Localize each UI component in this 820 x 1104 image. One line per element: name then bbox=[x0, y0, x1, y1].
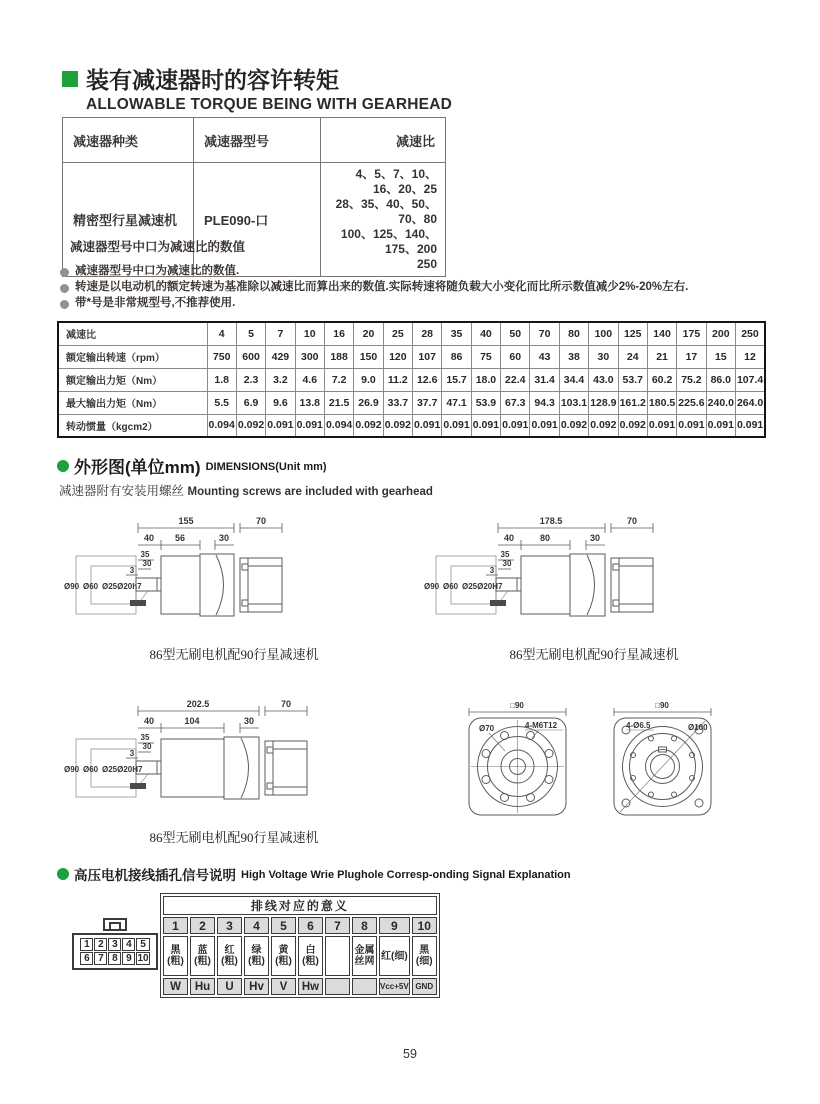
spec-value-cell: 0.091 bbox=[295, 414, 324, 437]
spec-value-cell: 12.6 bbox=[413, 368, 442, 391]
motor-curve bbox=[587, 555, 595, 615]
spec-value-cell: 15.7 bbox=[442, 368, 471, 391]
pin-number-cell: 1 bbox=[163, 917, 188, 934]
dim-3: 3 bbox=[129, 566, 135, 575]
spec-value-cell: 35 bbox=[442, 322, 471, 345]
dia-outer-label: Ø90 bbox=[424, 582, 440, 591]
signal-cell: Vcc+5V bbox=[379, 978, 410, 995]
spec-value-cell: 0.091 bbox=[530, 414, 559, 437]
connector-pin: 8 bbox=[108, 952, 121, 965]
spec-value-cell: 200 bbox=[706, 322, 735, 345]
spec-value-cell: 31.4 bbox=[530, 368, 559, 391]
connector-pin: 10 bbox=[137, 953, 149, 964]
dia-outer-label: Ø90 bbox=[64, 765, 80, 774]
spec-value-cell: 128.9 bbox=[589, 391, 618, 414]
ratio-line: 28、35、40、50、70、80 bbox=[335, 197, 437, 226]
connector-pin: 4 bbox=[122, 938, 135, 951]
spec-value-cell: 0.091 bbox=[471, 414, 500, 437]
dia-mid-label: Ø60 bbox=[443, 582, 459, 591]
spec-value-cell: 0.094 bbox=[324, 414, 353, 437]
wire-color-cell bbox=[325, 936, 350, 976]
dia-shaft-label: Ø25Ø20H7 bbox=[102, 765, 143, 774]
signal-cell bbox=[352, 978, 377, 995]
spec-value-cell: 43 bbox=[530, 345, 559, 368]
spec-value-cell: 0.092 bbox=[618, 414, 647, 437]
wire-color-cell: 红(粗) bbox=[217, 936, 242, 976]
spec-value-cell: 34.4 bbox=[559, 368, 588, 391]
pin-number-cell: 3 bbox=[217, 917, 242, 934]
spec-value-cell: 15 bbox=[706, 345, 735, 368]
spec-value-cell: 86 bbox=[442, 345, 471, 368]
note-item bbox=[60, 281, 770, 294]
spec-value-cell: 0.092 bbox=[236, 414, 265, 437]
green-bullet-icon bbox=[57, 460, 69, 472]
spec-value-cell: 140 bbox=[647, 322, 676, 345]
dia-mid-label: Ø60 bbox=[83, 582, 99, 591]
spec-value-cell: 750 bbox=[207, 345, 236, 368]
spec-value-cell: 53.7 bbox=[618, 368, 647, 391]
wiring-table-title: 排线对应的意义 bbox=[163, 896, 437, 915]
gearhead-table-row bbox=[63, 163, 446, 277]
spec-value-cell: 0.091 bbox=[647, 414, 676, 437]
connector-diagram bbox=[72, 918, 158, 970]
spec-value-cell: 250 bbox=[735, 322, 765, 345]
ratio-line: 100、125、140、175、200 bbox=[340, 227, 437, 256]
spec-value-cell: 429 bbox=[266, 345, 295, 368]
wire-color-cell: 蓝(粗) bbox=[190, 936, 215, 976]
flange-views bbox=[455, 700, 725, 830]
spec-value-cell: 0.091 bbox=[735, 414, 765, 437]
dim-front: 30 bbox=[218, 533, 230, 543]
spec-row-label: 最大输出力矩（Nm） bbox=[58, 391, 207, 414]
wiring-signal-row bbox=[163, 978, 437, 995]
dim-body: 56 bbox=[174, 533, 186, 543]
dimensions-sub-zh: 减速器附有安装用螺丝 bbox=[59, 484, 185, 498]
spec-value-cell: 37.7 bbox=[413, 391, 442, 414]
notes-list bbox=[60, 265, 770, 313]
pin-number-cell: 6 bbox=[298, 917, 323, 934]
wiring-color-row bbox=[163, 936, 437, 976]
spec-value-cell: 38 bbox=[559, 345, 588, 368]
spec-row bbox=[58, 414, 765, 437]
spec-value-cell: 4.6 bbox=[295, 368, 324, 391]
wiring-table-title-row bbox=[163, 896, 437, 915]
spec-value-cell: 0.092 bbox=[383, 414, 412, 437]
spec-table bbox=[57, 321, 766, 438]
flange-boltcircle-label: Ø100 bbox=[688, 723, 708, 732]
spec-value-cell: 30 bbox=[589, 345, 618, 368]
spec-value-cell: 47.1 bbox=[442, 391, 471, 414]
dim-total: 155 bbox=[178, 516, 194, 526]
spec-value-cell: 7.2 bbox=[324, 368, 353, 391]
side-view-drawing bbox=[64, 514, 404, 636]
dim-3: 3 bbox=[489, 566, 495, 575]
flange-bore-label: Ø70 bbox=[479, 724, 495, 733]
wiring-table bbox=[160, 893, 440, 998]
spec-value-cell: 60 bbox=[501, 345, 530, 368]
spec-value-cell: 0.092 bbox=[559, 414, 588, 437]
page-title-en: ALLOWABLE TORQUE BEING WITH GEARHEAD bbox=[86, 96, 452, 113]
dimension-drawing-3 bbox=[64, 697, 404, 846]
dimensions-heading-en: DIMENSIONS(Unit mm) bbox=[205, 461, 327, 473]
connector-body bbox=[72, 933, 158, 970]
spec-value-cell: 3.2 bbox=[266, 368, 295, 391]
wiring-pin-row bbox=[163, 917, 437, 934]
connector-pin: 9 bbox=[122, 952, 135, 965]
spec-row-label: 额定输出力矩（Nm） bbox=[58, 368, 207, 391]
spec-value-cell: 264.0 bbox=[735, 391, 765, 414]
dimensions-section-header bbox=[57, 453, 433, 499]
connector-pin: 2 bbox=[94, 938, 107, 951]
spec-value-cell: 21 bbox=[647, 345, 676, 368]
spec-value-cell: 0.091 bbox=[413, 414, 442, 437]
dim-35: 35 bbox=[140, 733, 150, 742]
note-item bbox=[60, 265, 770, 278]
spec-row-label: 额定输出转速（rpm） bbox=[58, 345, 207, 368]
spec-value-cell: 21.5 bbox=[324, 391, 353, 414]
wire-color-cell: 黑(细) bbox=[412, 936, 437, 976]
spec-value-cell: 25 bbox=[383, 322, 412, 345]
bullet-icon bbox=[60, 284, 69, 293]
dia-mid-label: Ø60 bbox=[83, 765, 99, 774]
wire-color-cell: 金属丝网 bbox=[352, 936, 377, 976]
spec-value-cell: 7 bbox=[266, 322, 295, 345]
dim-35: 35 bbox=[500, 550, 510, 559]
spec-row-label: 减速比 bbox=[58, 322, 207, 345]
motor-curve bbox=[216, 555, 224, 615]
dimensions-heading-zh: 外形图(单位mm) bbox=[74, 458, 201, 477]
wire-color-cell: 红(细) bbox=[379, 936, 410, 976]
spec-value-cell: 107.4 bbox=[735, 368, 765, 391]
dim-total: 178.5 bbox=[539, 516, 563, 526]
spec-value-cell: 24 bbox=[618, 345, 647, 368]
dim-front: 30 bbox=[589, 533, 601, 543]
note-text: 转速是以电动机的额定转速为基准除以减速比而算出来的数值.实际转速将随负载大小变化而比所示数值减少2%-20%左右. bbox=[75, 281, 689, 293]
spec-row-label: 转动惯量（kgcm2） bbox=[58, 414, 207, 437]
dia-shaft-label: Ø25Ø20h7 bbox=[102, 582, 142, 591]
gearhead-ratios bbox=[321, 163, 446, 277]
pin-number-cell: 5 bbox=[271, 917, 296, 934]
motor-body bbox=[200, 554, 234, 616]
spec-value-cell: 50 bbox=[501, 322, 530, 345]
spec-value-cell: 33.7 bbox=[383, 391, 412, 414]
col-header-model: 减速器型号 bbox=[194, 118, 321, 163]
spec-value-cell: 0.092 bbox=[354, 414, 383, 437]
spec-value-cell: 9.6 bbox=[266, 391, 295, 414]
pin-number-cell: 4 bbox=[244, 917, 269, 934]
spec-value-cell: 0.091 bbox=[501, 414, 530, 437]
dim-rear: 70 bbox=[626, 516, 638, 526]
spec-value-cell: 60.2 bbox=[647, 368, 676, 391]
spec-value-cell: 5.5 bbox=[207, 391, 236, 414]
bullet-icon bbox=[60, 300, 69, 309]
spec-row bbox=[58, 345, 765, 368]
spec-value-cell: 26.9 bbox=[354, 391, 383, 414]
spec-value-cell: 1.8 bbox=[207, 368, 236, 391]
motor-body bbox=[224, 737, 259, 799]
spec-value-cell: 300 bbox=[295, 345, 324, 368]
spec-value-cell: 600 bbox=[236, 345, 265, 368]
dia-outer-label: Ø90 bbox=[64, 582, 80, 591]
pin-number-cell: 2 bbox=[190, 917, 215, 934]
spec-value-cell: 28 bbox=[413, 322, 442, 345]
dim-shaft: 40 bbox=[143, 716, 155, 726]
dim-30: 30 bbox=[142, 742, 152, 751]
spec-value-cell: 22.4 bbox=[501, 368, 530, 391]
spec-value-cell: 86.0 bbox=[706, 368, 735, 391]
spec-value-cell: 0.094 bbox=[207, 414, 236, 437]
keyway-note-flag bbox=[130, 600, 146, 606]
gearhead-model: PLE090-口 bbox=[194, 163, 321, 277]
flange-holes-label: 4-Ø6.5 bbox=[626, 721, 651, 730]
side-view-drawing bbox=[424, 514, 764, 636]
note-item bbox=[60, 297, 770, 310]
keyway-note-flag bbox=[490, 600, 506, 606]
drawing-caption: 86型无刷电机配90行星减速机 bbox=[149, 647, 319, 662]
spec-value-cell: 150 bbox=[354, 345, 383, 368]
gearbox-body bbox=[521, 556, 570, 614]
spec-row bbox=[58, 368, 765, 391]
green-square-bullet bbox=[62, 71, 78, 87]
spec-value-cell: 11.2 bbox=[383, 368, 412, 391]
dim-rear: 70 bbox=[280, 699, 292, 709]
dim-shaft: 40 bbox=[143, 533, 155, 543]
spec-row bbox=[58, 391, 765, 414]
spec-value-cell: 180.5 bbox=[647, 391, 676, 414]
signal-cell: Hu bbox=[190, 978, 215, 995]
green-bullet-icon bbox=[57, 868, 69, 880]
wire-color-cell: 绿(粗) bbox=[244, 936, 269, 976]
spec-value-cell: 107 bbox=[413, 345, 442, 368]
keyway-note-flag bbox=[130, 783, 146, 789]
spec-value-cell: 13.8 bbox=[295, 391, 324, 414]
ratio-line: 250 bbox=[416, 257, 437, 271]
spec-value-cell: 5 bbox=[236, 322, 265, 345]
col-header-type: 减速器种类 bbox=[63, 118, 194, 163]
dimension-drawing-2 bbox=[424, 514, 764, 663]
gearhead-table-caption: 减速器型号中口为减速比的数值 bbox=[70, 240, 246, 254]
pin-number-cell: 8 bbox=[352, 917, 377, 934]
dim-3: 3 bbox=[129, 749, 135, 758]
spec-value-cell: 70 bbox=[530, 322, 559, 345]
spec-row bbox=[58, 322, 765, 345]
wiring-section-header bbox=[57, 864, 571, 884]
connector-tab bbox=[103, 918, 127, 931]
page-header bbox=[62, 62, 452, 114]
spec-value-cell: 0.091 bbox=[266, 414, 295, 437]
connector-pin: 1 bbox=[80, 938, 93, 951]
flange-mount-view bbox=[600, 700, 725, 830]
page-title-zh: 装有减速器时的容许转矩 bbox=[86, 67, 339, 93]
spec-value-cell: 17 bbox=[677, 345, 706, 368]
signal-cell: Hv bbox=[244, 978, 269, 995]
motor-curve bbox=[241, 738, 249, 798]
spec-value-cell: 2.3 bbox=[236, 368, 265, 391]
spec-value-cell: 0.091 bbox=[677, 414, 706, 437]
spec-value-cell: 6.9 bbox=[236, 391, 265, 414]
gearbox-body bbox=[161, 556, 200, 614]
dim-30: 30 bbox=[502, 559, 512, 568]
spec-value-cell: 0.091 bbox=[706, 414, 735, 437]
spec-value-cell: 53.9 bbox=[471, 391, 500, 414]
dim-body: 80 bbox=[539, 533, 551, 543]
spec-value-cell: 18.0 bbox=[471, 368, 500, 391]
spec-value-cell: 80 bbox=[559, 322, 588, 345]
spec-value-cell: 120 bbox=[383, 345, 412, 368]
spec-value-cell: 161.2 bbox=[618, 391, 647, 414]
spec-value-cell: 0.091 bbox=[442, 414, 471, 437]
connector-tab-inner bbox=[109, 922, 121, 929]
spec-value-cell: 4 bbox=[207, 322, 236, 345]
note-text: 带*号是非常规型号,不推荐使用. bbox=[75, 297, 236, 309]
signal-cell: GND bbox=[412, 978, 437, 995]
signal-cell bbox=[325, 978, 350, 995]
dia-shaft-label: Ø25Ø20H7 bbox=[462, 582, 503, 591]
spec-value-cell: 0.092 bbox=[589, 414, 618, 437]
spec-value-cell: 94.3 bbox=[530, 391, 559, 414]
dimensions-sub-en: Mounting screws are included with gearhead bbox=[187, 486, 433, 498]
flange-bolts-label: 4-M6T12 bbox=[525, 721, 558, 730]
connector-pin: 7 bbox=[94, 952, 107, 965]
connector-pin: 5 bbox=[136, 938, 149, 951]
dimension-drawing-1 bbox=[64, 514, 404, 663]
spec-value-cell: 188 bbox=[324, 345, 353, 368]
spec-value-cell: 43.0 bbox=[589, 368, 618, 391]
spec-value-cell: 12 bbox=[735, 345, 765, 368]
pin-number-cell: 10 bbox=[412, 917, 437, 934]
connector-pin: 3 bbox=[108, 938, 121, 951]
dim-35: 35 bbox=[140, 550, 150, 559]
spec-value-cell: 40 bbox=[471, 322, 500, 345]
col-header-ratio: 减速比 bbox=[321, 118, 446, 163]
signal-cell: Hw bbox=[298, 978, 323, 995]
spec-value-cell: 67.3 bbox=[501, 391, 530, 414]
page-number: 59 bbox=[403, 1047, 417, 1061]
spec-value-cell: 125 bbox=[618, 322, 647, 345]
spec-value-cell: 10 bbox=[295, 322, 324, 345]
wiring-heading-en: High Voltage Wrie Plughole Corresp-onding Signal Explanation bbox=[241, 868, 571, 881]
dim-rear: 70 bbox=[255, 516, 267, 526]
flange-square-dim: □90 bbox=[655, 701, 669, 710]
connector-pin-row bbox=[80, 952, 149, 965]
wire-color-cell: 黑(粗) bbox=[163, 936, 188, 976]
pin-number-cell: 7 bbox=[325, 917, 350, 934]
note-text: 减速器型号中口为减速比的数值. bbox=[75, 265, 240, 277]
connector-pin-row bbox=[80, 938, 149, 951]
dim-total: 202.5 bbox=[186, 699, 210, 709]
gearbox-body bbox=[161, 739, 224, 797]
spec-value-cell: 75.2 bbox=[677, 368, 706, 391]
side-view-drawing bbox=[64, 697, 404, 819]
flange-front-view bbox=[455, 700, 580, 830]
dim-shaft: 40 bbox=[503, 533, 515, 543]
signal-cell: U bbox=[217, 978, 242, 995]
spec-value-cell: 175 bbox=[677, 322, 706, 345]
dim-front: 30 bbox=[243, 716, 255, 726]
spec-value-cell: 20 bbox=[354, 322, 383, 345]
connector-pin-grid bbox=[79, 937, 150, 966]
dim-30: 30 bbox=[142, 559, 152, 568]
dim-body: 104 bbox=[184, 716, 200, 726]
signal-cell: V bbox=[271, 978, 296, 995]
spec-value-cell: 9.0 bbox=[354, 368, 383, 391]
drawing-caption: 86型无刷电机配90行星减速机 bbox=[149, 830, 319, 845]
spec-value-cell: 240.0 bbox=[706, 391, 735, 414]
spec-value-cell: 75 bbox=[471, 345, 500, 368]
flange-square-dim: □90 bbox=[510, 701, 524, 710]
gearhead-type: 精密型行星减速机 bbox=[63, 163, 194, 277]
drawing-caption: 86型无刷电机配90行星减速机 bbox=[509, 647, 679, 662]
wiring-heading-zh: 高压电机接线插孔信号说明 bbox=[74, 868, 236, 883]
signal-cell: W bbox=[163, 978, 188, 995]
ratio-line: 4、5、7、10、16、20、25 bbox=[355, 167, 437, 196]
spec-value-cell: 16 bbox=[324, 322, 353, 345]
motor-body bbox=[570, 554, 605, 616]
bullet-icon bbox=[60, 268, 69, 277]
spec-value-cell: 103.1 bbox=[559, 391, 588, 414]
spec-value-cell: 100 bbox=[589, 322, 618, 345]
wire-color-cell: 白(粗) bbox=[298, 936, 323, 976]
wire-color-cell: 黄(粗) bbox=[271, 936, 296, 976]
spec-value-cell: 225.6 bbox=[677, 391, 706, 414]
pin-number-cell: 9 bbox=[379, 917, 410, 934]
gearhead-table-header-row bbox=[63, 118, 446, 163]
connector-pin: 6 bbox=[80, 952, 93, 965]
